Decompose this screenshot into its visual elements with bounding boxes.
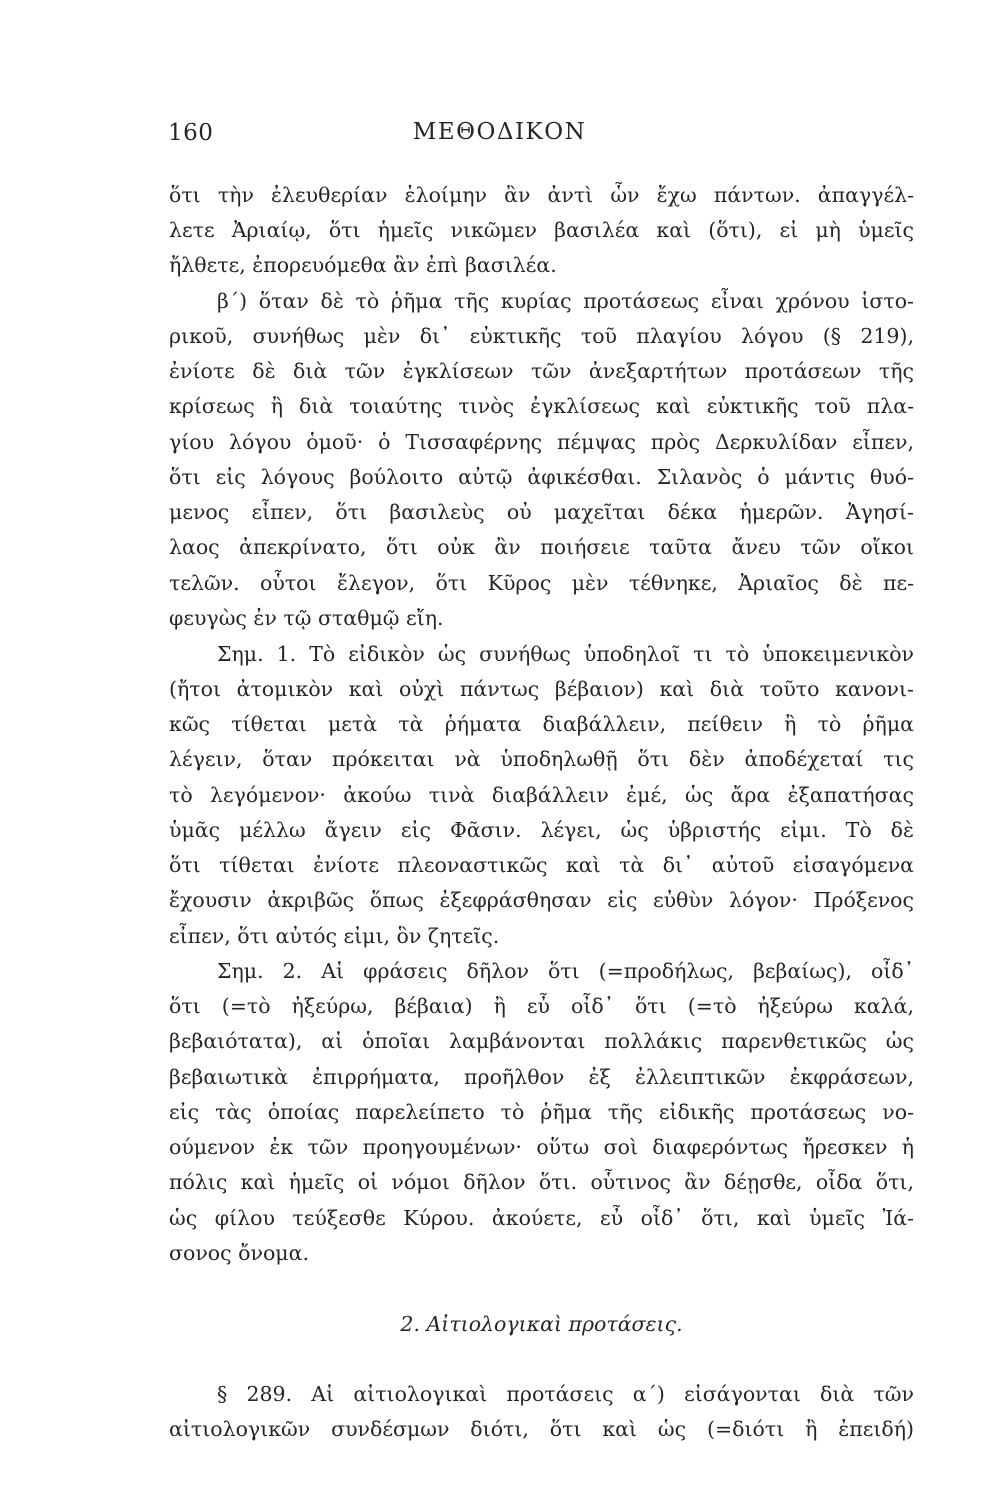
text-line: κῶς τίθεται μετὰ τὰ ῥήματα διαβάλλειν, πείθειν ἢ τὸ ῥῆμα xyxy=(169,712,914,736)
text-line: τελῶν. οὗτοι ἔλεγον, ὅτι Κῦρος μὲν τέθνηκε, Ἀριαῖος δὲ πε- xyxy=(169,571,914,595)
text-line: β΄) ὅταν δὲ τὸ ῥῆμα τῆς κυρίας προτάσεως εἶναι χρόνου ἱστο- xyxy=(217,289,914,313)
text-line: (ἤτοι ἀτομικὸν καὶ οὐχὶ πάντως βέβαιον) καὶ διὰ τοῦτο κανονι- xyxy=(169,677,914,701)
text-line: ὅτι τίθεται ἐνίοτε πλεοναστικῶς καὶ τὰ δι᾽ αὐτοῦ εἰσαγόμενα xyxy=(169,853,914,877)
text-line: λετε Ἀριαίῳ, ὅτι ἡμεῖς νικῶμεν βασιλέα καὶ (ὅτι), εἰ μὴ ὑμεῖς xyxy=(169,218,914,242)
page-number: 160 xyxy=(168,120,214,146)
text-line: ὅτι εἰς λόγους βούλοιτο αὐτῷ ἀφικέσθαι. Σιλανὸς ὁ μάντις θυό- xyxy=(169,465,914,489)
text-line: φευγὼς ἐν τῷ σταθμῷ εἴη. xyxy=(169,606,444,630)
text-line: λέγειν, ὅταν πρόκειται νὰ ὑποδηλωθῇ ὅτι δὲν ἀποδέχεταί τις xyxy=(169,747,914,771)
text-line: ἐνίοτε δὲ διὰ τῶν ἐγκλίσεων τῶν ἀνεξαρτήτων προτάσεων τῆς xyxy=(169,359,914,383)
text-line: εἰς τὰς ὁποίας παρελείπετο τὸ ῥῆμα τῆς εἰδικῆς προτάσεως νο- xyxy=(169,1100,914,1124)
note-line: Σημ. 1. Τὸ εἰδικὸν ὡς συνήθως ὑποδηλοῖ τι τὸ ὑποκειμενικὸν xyxy=(217,642,914,666)
paragraph-line: § 289. Αἱ αἰτιολογικαὶ προτάσεις α΄) εἰσάγονται διὰ τῶν xyxy=(217,1382,914,1406)
text-line: ούμενον ἐκ τῶν προηγουμένων· οὕτω σοὶ διαφερόντως ἤρεσκεν ἡ xyxy=(169,1135,914,1159)
text-line: ὑμᾶς μέλλω ἄγειν εἰς Φᾶσιν. λέγει, ὡς ὑβριστής εἰμι. Τὸ δὲ xyxy=(169,818,914,842)
running-head-title: ΜΕΘΟΔΙΚΟΝ xyxy=(412,119,587,145)
text-line: λαος ἀπεκρίνατο, ὅτι οὐκ ἂν ποιήσειε ταῦτα ἄνευ τῶν οἴκοι xyxy=(169,535,914,559)
section-heading: 2. Αἰτιολογικαὶ προτάσεις. xyxy=(400,1312,683,1336)
text-line: ρικοῦ, συνήθως μὲν δι᾽ εὐκτικῆς τοῦ πλαγίου λόγου (§ 219), xyxy=(169,324,914,348)
text-line: ἔχουσιν ἀκριβῶς ὅπως ἐξεφράσθησαν εἰς εὐθὺν λόγον· Πρόξενος xyxy=(169,888,914,912)
text-line: ὡς φίλου τεύξεσθε Κύρου. ἀκούετε, εὖ οἶδ᾽ ὅτι, καὶ ὑμεῖς Ἰά- xyxy=(169,1206,914,1230)
text-line: ὅτι τὴν ἐλευθερίαν ἑλοίμην ἂν ἀντὶ ὧν ἔχω πάντων. ἀπαγγέλ- xyxy=(169,183,914,207)
note-line: Σημ. 2. Αἱ φράσεις δῆλον ὅτι (=προδήλως, βεβαίως), οἶδ᾽ xyxy=(217,959,914,983)
text-line: ἤλθετε, ἐπορευόμεθα ἂν ἐπὶ βασιλέα. xyxy=(169,253,557,277)
text-line: εἶπεν, ὅτι αὐτός εἰμι, ὃν ζητεῖς. xyxy=(169,924,500,948)
text-line: τὸ λεγόμενον· ἀκούω τινὰ διαβάλλειν ἐμέ, ὡς ἄρα ἐξαπατήσας xyxy=(169,783,914,807)
text-line: ὅτι (=τὸ ἠξεύρω, βέβαια) ἢ εὖ οἶδ᾽ ὅτι (=τὸ ἠξεύρω καλά, xyxy=(169,994,914,1018)
text-line: κρίσεως ἢ διὰ τοιαύτης τινὸς ἐγκλίσεως καὶ εὐκτικῆς τοῦ πλα- xyxy=(169,394,914,418)
text-line: πόλις καὶ ἡμεῖς οἱ νόμοι δῆλον ὅτι. οὗτινος ἂν δέῃσθε, οἶδα ὅτι, xyxy=(169,1170,914,1194)
text-line: βεβαιωτικὰ ἐπιρρήματα, προῆλθον ἐξ ἐλλειπτικῶν ἐκφράσεων, xyxy=(169,1065,914,1089)
text-line: αἰτιολογικῶν συνδέσμων διότι, ὅτι καὶ ὡς (=διότι ἢ ἐπειδή) xyxy=(169,1417,914,1441)
text-line: βεβαιότατα), αἱ ὁποῖαι λαμβάνονται πολλάκις παρενθετικῶς ὡς xyxy=(169,1029,914,1053)
text-line: σονος ὄνομα. xyxy=(169,1241,309,1265)
text-line: γίου λόγου ὁμοῦ· ὁ Τισσαφέρνης πέμψας πρὸς Δερκυλίδαν εἶπεν, xyxy=(169,430,914,454)
text-line: μενος εἶπεν, ὅτι βασιλεὺς οὐ μαχεῖται δέκα ἡμερῶν. Ἀγησί- xyxy=(169,500,914,524)
